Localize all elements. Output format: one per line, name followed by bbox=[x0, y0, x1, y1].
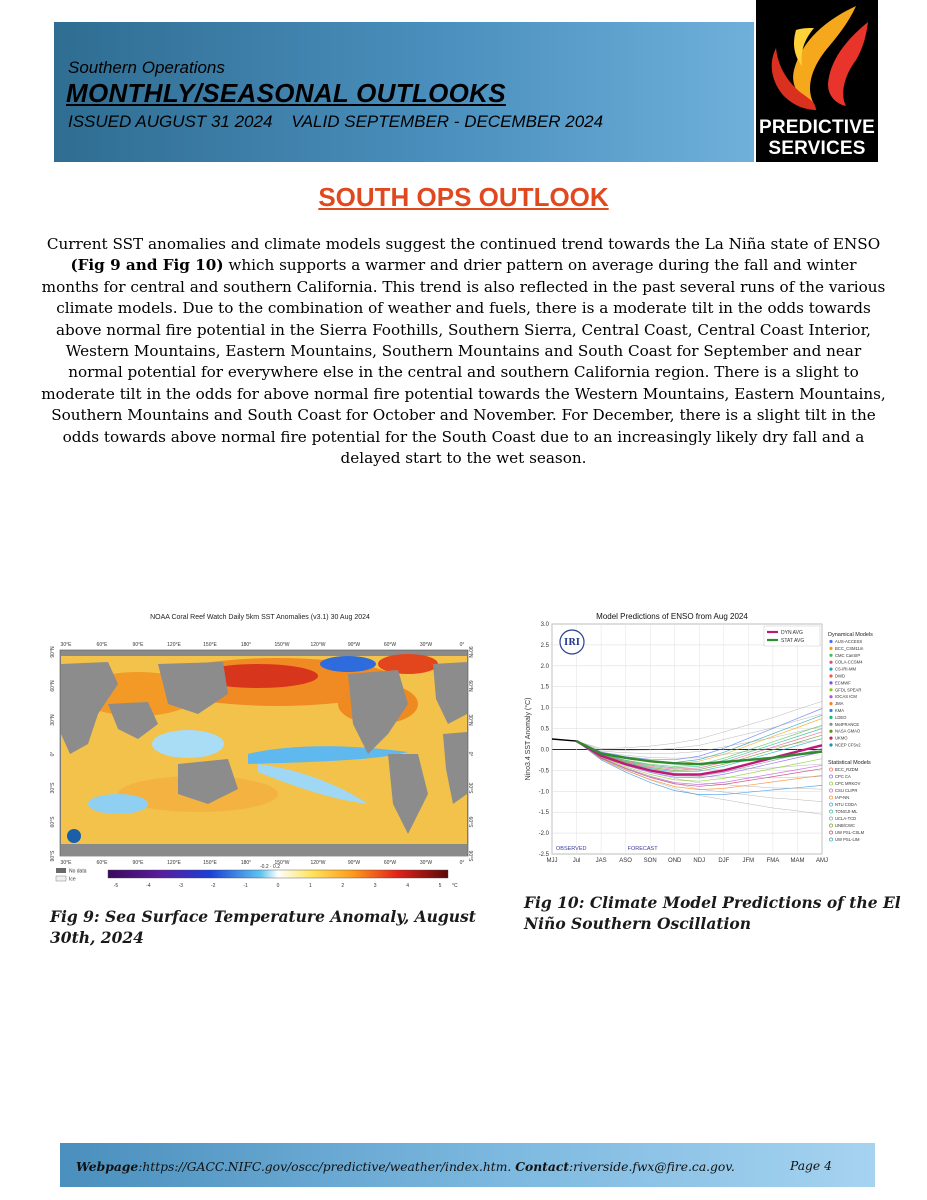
lon-label-top: 60°W bbox=[383, 642, 397, 648]
legend-stat-model: UW PSL-LIM bbox=[835, 837, 860, 842]
legend-marker bbox=[829, 743, 832, 746]
y-tick-label: 2.5 bbox=[540, 642, 549, 649]
legend-stat-header: Statistical Models bbox=[828, 760, 871, 766]
sst-map-title: NOAA Coral Reef Watch Daily 5km SST Anomalies (v3.1) 30 Aug 2024 bbox=[150, 614, 370, 621]
lon-label-top: 60°E bbox=[96, 642, 108, 648]
legend-stat-model: UW PSL-CSLM bbox=[835, 830, 865, 835]
lon-label-bottom: 0° bbox=[459, 860, 465, 866]
paragraph-part1: Current SST anomalies and climate models suggest the continued trend towards the La Niña state of ENSO bbox=[46, 235, 881, 253]
legend-marker bbox=[829, 695, 832, 698]
legend-stat-model: CSU CLIPR bbox=[835, 788, 858, 793]
legend-stat-model: BCC_RZDM bbox=[835, 767, 859, 772]
logo-text-line1: PREDICTIVE bbox=[758, 117, 876, 138]
footer-text bbox=[76, 1159, 735, 1174]
legend-marker bbox=[829, 640, 832, 643]
logo-text-line2: SERVICES bbox=[768, 138, 866, 159]
lon-label-top: 30°E bbox=[60, 642, 72, 648]
contact-email[interactable]: :riverside.fwx@fire.ca.gov. bbox=[569, 1160, 735, 1174]
fig10-caption: Fig 10: Climate Model Predictions of the El Niño Southern Oscillation bbox=[524, 893, 901, 933]
y-tick-label: 1.0 bbox=[540, 705, 549, 712]
colorbar-mid-label: -0.2 · 0.2 bbox=[259, 864, 281, 870]
x-tick-label: MAM bbox=[790, 858, 805, 864]
iri-logo-text: IRI bbox=[564, 638, 580, 648]
legend-stat-model: UCLA-TCD bbox=[835, 816, 857, 821]
chart-title: Model Predictions of ENSO from Aug 2024 bbox=[596, 612, 748, 621]
sst-anomaly-figure bbox=[48, 604, 472, 894]
lon-label-bottom: 90°W bbox=[347, 860, 361, 866]
lat-label-right: 90°S bbox=[467, 850, 473, 862]
flame-icon bbox=[756, 0, 878, 118]
lat-label-left: 0° bbox=[50, 751, 56, 757]
lon-label-top: 120°E bbox=[167, 642, 181, 648]
legend-dyn-model: NASA GMAO bbox=[835, 728, 861, 734]
lat-label-left: 30°S bbox=[50, 782, 56, 794]
lon-label-top: 120°W bbox=[310, 642, 326, 648]
y-tick-label: -0.5 bbox=[538, 768, 549, 775]
x-tick-label: FMA bbox=[766, 858, 780, 864]
legend-dyn-model: COLA-CCSM4 bbox=[835, 659, 863, 665]
forecast-annotation: FORECAST bbox=[627, 846, 658, 852]
lat-label-left: 60°S bbox=[50, 816, 56, 828]
legend-marker bbox=[829, 789, 832, 792]
contact-label: Contact bbox=[515, 1159, 569, 1174]
legend-stat-model: UNB/CWC bbox=[835, 823, 856, 828]
lon-label-bottom: 60°E bbox=[96, 860, 108, 866]
sst-colorbar bbox=[108, 870, 448, 878]
enso-chart bbox=[522, 610, 873, 864]
header-title: MONTHLY/SEASONAL OUTLOOKS bbox=[66, 78, 506, 108]
legend-dyn-model: MetFRANCE bbox=[835, 721, 860, 727]
legend-marker bbox=[829, 810, 832, 813]
lon-label-top: 150°W bbox=[274, 642, 290, 648]
legend-series-label: DYN AVG bbox=[781, 629, 803, 636]
lon-label-top: 90°E bbox=[132, 642, 144, 648]
legend-stat-model: IAP-NN bbox=[835, 795, 850, 800]
legend-marker bbox=[829, 702, 832, 705]
lon-label-bottom: 150°E bbox=[203, 860, 217, 866]
lon-label-bottom: 120°E bbox=[167, 860, 181, 866]
legend-dyn-model: JMA bbox=[835, 701, 844, 707]
lat-label-right: 30°N bbox=[467, 714, 473, 726]
footer-bar bbox=[60, 1143, 875, 1187]
lat-label-right: 30°S bbox=[467, 782, 473, 794]
colorbar-tick: -1 bbox=[243, 883, 248, 889]
legend-dyn-model: AUS-ACCESS bbox=[835, 639, 863, 644]
legend-marker bbox=[829, 782, 832, 785]
lon-label-top: 30°W bbox=[419, 642, 433, 648]
legend-dyn-model: GFDL SPEAR bbox=[835, 687, 862, 693]
legend-marker bbox=[829, 824, 832, 827]
y-axis-label: Nino3.4 SST Anomaly (°C) bbox=[525, 697, 532, 781]
colorbar-tick: -5 bbox=[113, 883, 119, 889]
webpage-label: Webpage bbox=[76, 1159, 139, 1174]
legend-marker bbox=[829, 796, 832, 799]
lon-label-top: 150°E bbox=[203, 642, 217, 648]
legend-marker bbox=[829, 688, 832, 691]
legend-marker bbox=[829, 647, 832, 650]
lon-label-bottom: 180° bbox=[240, 860, 252, 866]
figure-reference: (Fig 9 and Fig 10) bbox=[70, 256, 224, 275]
legend-marker bbox=[829, 803, 832, 806]
x-tick-label: JFM bbox=[742, 858, 755, 864]
header-subtitle: Southern Operations bbox=[68, 58, 225, 77]
colorbar-tick: 5 bbox=[438, 883, 442, 889]
x-tick-label: Jul bbox=[572, 858, 581, 864]
legend-dyn-model: ECMWF bbox=[835, 680, 851, 686]
legend-marker bbox=[829, 838, 832, 841]
colorbar-tick: -2 bbox=[210, 883, 216, 889]
legend-marker bbox=[829, 654, 832, 657]
y-tick-label: 3.0 bbox=[540, 622, 549, 628]
x-tick-label: SON bbox=[643, 858, 657, 864]
sst-anomaly-map bbox=[48, 604, 472, 894]
lon-label-top: 0° bbox=[459, 642, 465, 648]
legend-dyn-model: CS-IRI-MM bbox=[835, 666, 856, 672]
y-tick-label: -2.0 bbox=[538, 831, 549, 838]
lat-label-right: 60°S bbox=[467, 816, 473, 828]
legend-marker bbox=[829, 674, 832, 677]
y-tick-label: 0.5 bbox=[540, 726, 549, 733]
y-tick-label: 2.0 bbox=[540, 663, 549, 670]
legend-stat-model: NTU CODA bbox=[835, 802, 857, 807]
x-tick-label: AMJ bbox=[816, 858, 828, 864]
y-tick-label: -2.5 bbox=[538, 852, 549, 858]
legend-dyn-model: BCC_CSM11m bbox=[835, 645, 864, 651]
colorbar-unit: °C bbox=[452, 883, 458, 889]
colorbar-tick: -4 bbox=[146, 883, 151, 889]
lat-label-right: 0° bbox=[467, 751, 473, 757]
y-tick-label: -1.5 bbox=[538, 810, 549, 817]
lat-label-right: 60°N bbox=[467, 680, 473, 692]
legend-stat-model: CPC MRKOV bbox=[835, 781, 861, 786]
y-tick-label: -1.0 bbox=[538, 789, 549, 796]
noaa-logo-icon bbox=[67, 829, 81, 843]
legend-series-label: STAT AVG bbox=[781, 637, 805, 644]
y-tick-label: 1.5 bbox=[540, 684, 549, 691]
legend-marker bbox=[829, 668, 832, 671]
lon-label-top: 180° bbox=[240, 642, 252, 648]
legend-marker bbox=[829, 775, 832, 778]
page-number: Page 4 bbox=[790, 1159, 832, 1173]
header-dates bbox=[68, 112, 603, 132]
lat-label-left: 90°N bbox=[50, 646, 56, 658]
legend-marker bbox=[829, 661, 832, 664]
lon-label-bottom: 60°W bbox=[383, 860, 397, 866]
lon-label-bottom: 120°W bbox=[310, 860, 326, 866]
colorbar-tick: 4 bbox=[406, 883, 409, 889]
x-tick-label: OND bbox=[668, 858, 682, 864]
paragraph-part2: which supports a warmer and drier pattern on average during the fall and winter months for central and southern California. This trend is also reflected in the past several runs of the various climate models. Due to the combination of weather and fuels, there is a moderate tilt in the odds towards above normal fire potential in the Sierra Foothills, Southern Sierra, Central Coast, Central Coast Interior, Western Mountains, Eastern Mountains, Southern Mountains and South Coast for September and near normal potential for everywhere else in the central and southern California region. There is a slight to moderate tilt in the odds for above normal fire potential towards the Western Mountains, Eastern Mountains, Southern Mountains and South Coast for October and November. For December, there is a slight tilt in the odds towards above normal fire potential for the South Coast due to an increasingly likely dry fall and a delayed start to the wet season. bbox=[41, 256, 886, 468]
legend-marker bbox=[829, 737, 832, 740]
colorbar-tick: 3 bbox=[373, 883, 377, 889]
legend-dyn-model: LDEO bbox=[835, 714, 847, 720]
fig9-caption: Fig 9: Sea Surface Temperature Anomaly, August 30th, 2024 bbox=[50, 907, 476, 947]
legend-dyn-model: UKMO bbox=[835, 735, 848, 741]
legend-marker bbox=[829, 723, 832, 726]
legend-marker bbox=[829, 831, 832, 834]
lat-label-right: 90°N bbox=[467, 646, 473, 658]
legend-stat-model: CPC CA bbox=[835, 774, 851, 779]
colorbar-tick: 1 bbox=[309, 883, 312, 889]
lat-label-left: 90°S bbox=[50, 850, 56, 862]
issued-date: ISSUED AUGUST 31 2024 bbox=[68, 112, 273, 131]
legend-marker bbox=[829, 768, 832, 771]
x-tick-label: NDJ bbox=[693, 858, 706, 864]
lon-label-bottom: 30°E bbox=[60, 860, 72, 866]
legend-dyn-model: CMC CanSIP bbox=[835, 652, 861, 658]
lon-label-bottom: 30°W bbox=[419, 860, 433, 866]
legend-dyn-model: IOCAS ICM bbox=[835, 694, 857, 700]
legend-marker bbox=[829, 709, 832, 712]
legend-nodata-label: No data bbox=[69, 868, 87, 875]
legend-marker bbox=[829, 681, 832, 684]
lon-label-bottom: 150°W bbox=[274, 860, 290, 866]
x-tick-label: JAS bbox=[595, 858, 607, 864]
lat-label-left: 30°N bbox=[50, 714, 56, 726]
x-tick-label: ASO bbox=[619, 858, 632, 864]
lat-label-left: 60°N bbox=[50, 680, 56, 692]
colorbar-tick: -3 bbox=[178, 883, 184, 889]
observed-annotation: OBSERVED bbox=[556, 846, 587, 852]
outlook-paragraph bbox=[40, 234, 887, 469]
legend-dyn-model: DWD bbox=[835, 673, 846, 679]
legend-marker bbox=[829, 716, 832, 719]
header-banner bbox=[54, 22, 754, 162]
colorbar-tick: 2 bbox=[341, 883, 345, 889]
enso-figure bbox=[522, 610, 873, 864]
y-tick-label: 0.0 bbox=[540, 747, 549, 754]
colorbar-tick: 0 bbox=[276, 883, 280, 889]
legend-dyn-model: NCEP CFSv2 bbox=[835, 742, 861, 748]
webpage-url[interactable]: :https://GACC.NIFC.gov/oscc/predictive/weather/index.htm. bbox=[138, 1160, 512, 1174]
section-title: SOUTH OPS OUTLOOK bbox=[318, 182, 609, 212]
x-tick-label: DJF bbox=[718, 858, 730, 864]
legend-marker bbox=[829, 730, 832, 733]
predictive-services-logo bbox=[756, 0, 878, 162]
legend-ice-label: Ice bbox=[69, 876, 76, 883]
valid-range: VALID SEPTEMBER - DECEMBER 2024 bbox=[291, 112, 604, 131]
lon-label-top: 90°W bbox=[347, 642, 361, 648]
legend-stat-model: TONGJI-ML bbox=[835, 809, 858, 814]
x-tick-label: MJJ bbox=[546, 858, 558, 864]
legend-dyn-header: Dynamical Models bbox=[828, 632, 873, 638]
legend-marker bbox=[829, 817, 832, 820]
legend-dyn-model: KMA bbox=[835, 708, 845, 713]
lon-label-bottom: 90°E bbox=[132, 860, 144, 866]
